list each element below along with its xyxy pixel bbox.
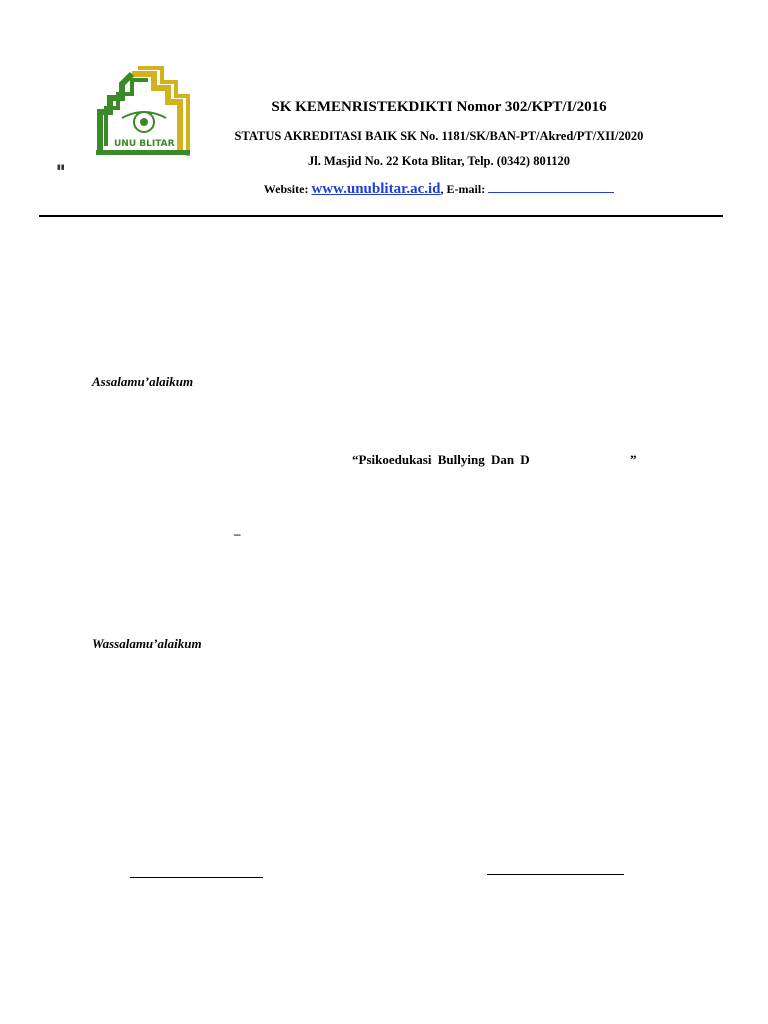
- event-title: “Psikoedukasi Bullying Dan D: [352, 452, 530, 467]
- email-link[interactable]: [488, 180, 614, 193]
- signature-line-left: [130, 877, 263, 878]
- letterhead-line-1: [0, 99, 768, 116]
- accreditation-status: STATUS AKREDITASI BAIK SK No. 1181/SK/BAN-PT/Akred/PT/XII/2020: [234, 129, 644, 143]
- decree-title: SK KEMENRISTEKDIKTI: [271, 99, 453, 115]
- letterhead-divider: [39, 215, 723, 217]
- signature-line-right: [487, 874, 624, 875]
- page-marker: ▮▮: [57, 163, 65, 171]
- website-link[interactable]: www.unublitar.ac.id: [311, 181, 441, 197]
- address: Jl. Masjid No. 22 Kota Blitar, Telp. (0342) 801120: [307, 154, 571, 168]
- logo-text: UNU BLITAR: [114, 139, 175, 149]
- greeting: Assalamu’alaikum: [92, 374, 194, 389]
- email-label: , E-mail:: [440, 182, 489, 196]
- date-dash: –: [234, 526, 241, 541]
- decree-number: Nomor 302/KPT/I/2016: [452, 99, 607, 115]
- website-label: Website:: [263, 182, 312, 196]
- contact-line: [0, 180, 768, 198]
- event-title-close-quote: ”: [630, 452, 637, 467]
- closing-greeting: Wassalamu’alaikum: [92, 636, 202, 651]
